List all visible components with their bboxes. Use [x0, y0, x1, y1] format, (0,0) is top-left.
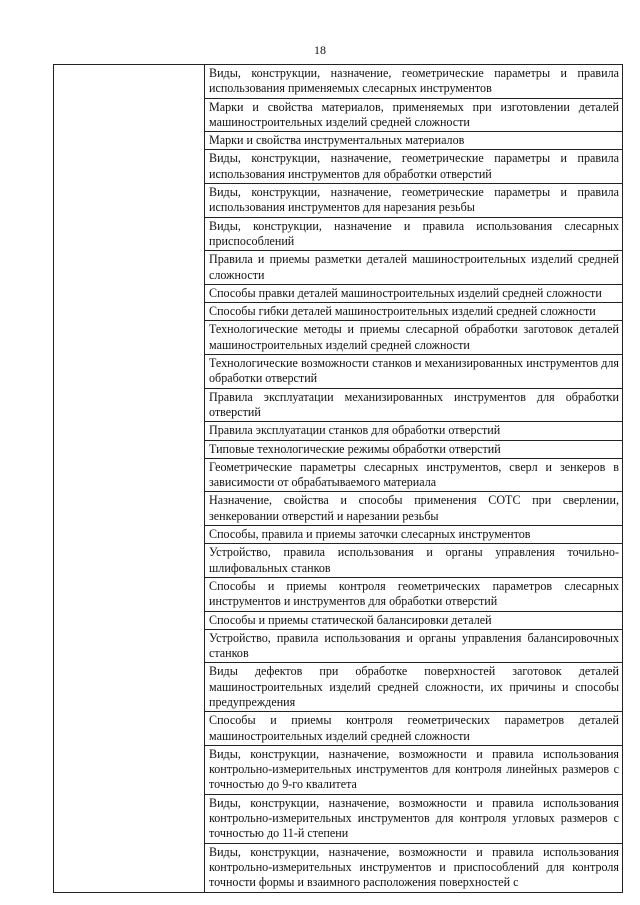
knowledge-item: Устройство, правила использования и органы управления балансировочных станков [205, 629, 623, 663]
knowledge-item: Виды, конструкции, назначение, геометрические параметры и правила использования инструментов для нарезания резьбы [205, 184, 623, 218]
knowledge-item: Виды, конструкции, назначение, возможности и правила использования контрольно-измерительных инструментов для контроля угловых размеров с точностью до 11-й степени [205, 794, 623, 843]
knowledge-item: Типовые технологические режимы обработки отверстий [205, 440, 623, 458]
knowledge-item: Технологические возможности станков и механизированных инструментов для обработки отверстий [205, 355, 623, 389]
knowledge-item: Способы и приемы контроля геометрических параметров слесарных инструментов и инструментов для обработки отверстий [205, 577, 623, 611]
knowledge-item: Устройство, правила использования и органы управления точильно-шлифовальных станков [205, 544, 623, 578]
knowledge-item: Виды, конструкции, назначение, возможности и правила использования контрольно-измерительных инструментов для контроля линейных размеров с точностью до 9-го квалитета [205, 745, 623, 794]
knowledge-item: Правила эксплуатации станков для обработки отверстий [205, 422, 623, 440]
knowledge-item: Способы гибки деталей машиностроительных изделий средней сложности [205, 303, 623, 321]
knowledge-item: Правила эксплуатации механизированных инструментов для обработки отверстий [205, 388, 623, 422]
knowledge-item: Назначение, свойства и способы применения СОТС при сверлении, зенкеровании отверстий и нарезании резьбы [205, 492, 623, 526]
knowledge-item: Правила и приемы разметки деталей машиностроительных изделий средней сложности [205, 251, 623, 285]
knowledge-item: Виды, конструкции, назначение и правила использования слесарных приспособлений [205, 217, 623, 251]
knowledge-item: Технологические методы и приемы слесарной обработки заготовок деталей машиностроительных изделий средней сложности [205, 321, 623, 355]
knowledge-item: Виды, конструкции, назначение, геометрические параметры и правила использования инструментов для обработки отверстий [205, 150, 623, 184]
knowledge-item: Способы, правила и приемы заточки слесарных инструментов [205, 526, 623, 544]
knowledge-item: Марки и свойства инструментальных материалов [205, 132, 623, 150]
knowledge-item: Способы и приемы статической балансировки деталей [205, 611, 623, 629]
knowledge-item: Виды, конструкции, назначение, геометрические параметры и правила использования применяемых слесарных инструментов [205, 65, 623, 99]
page-number: 18 [314, 43, 326, 57]
table-row [54, 65, 623, 99]
knowledge-item: Способы и приемы контроля геометрических параметров деталей машиностроительных изделий средней сложности [205, 712, 623, 746]
knowledge-item: Геометрические параметры слесарных инструментов, сверл и зенкеров в зависимости от обрабатываемого материала [205, 458, 623, 492]
knowledge-item: Марки и свойства материалов, применяемых при изготовлении деталей машиностроительных изделий средней сложности [205, 98, 623, 132]
knowledge-item: Виды, конструкции, назначение, возможности и правила использования контрольно-измерительных инструментов и приспособлений для контроля точности формы и взаимного расположения поверхностей с [205, 843, 623, 892]
knowledge-item: Виды дефектов при обработке поверхностей заготовок деталей машиностроительных изделий средней сложности, их причины и способы предупреждения [205, 663, 623, 712]
knowledge-table [53, 64, 623, 893]
knowledge-item: Способы правки деталей машиностроительных изделий средней сложности [205, 284, 623, 302]
table-body [54, 65, 623, 893]
empty-left-cell [54, 65, 205, 893]
